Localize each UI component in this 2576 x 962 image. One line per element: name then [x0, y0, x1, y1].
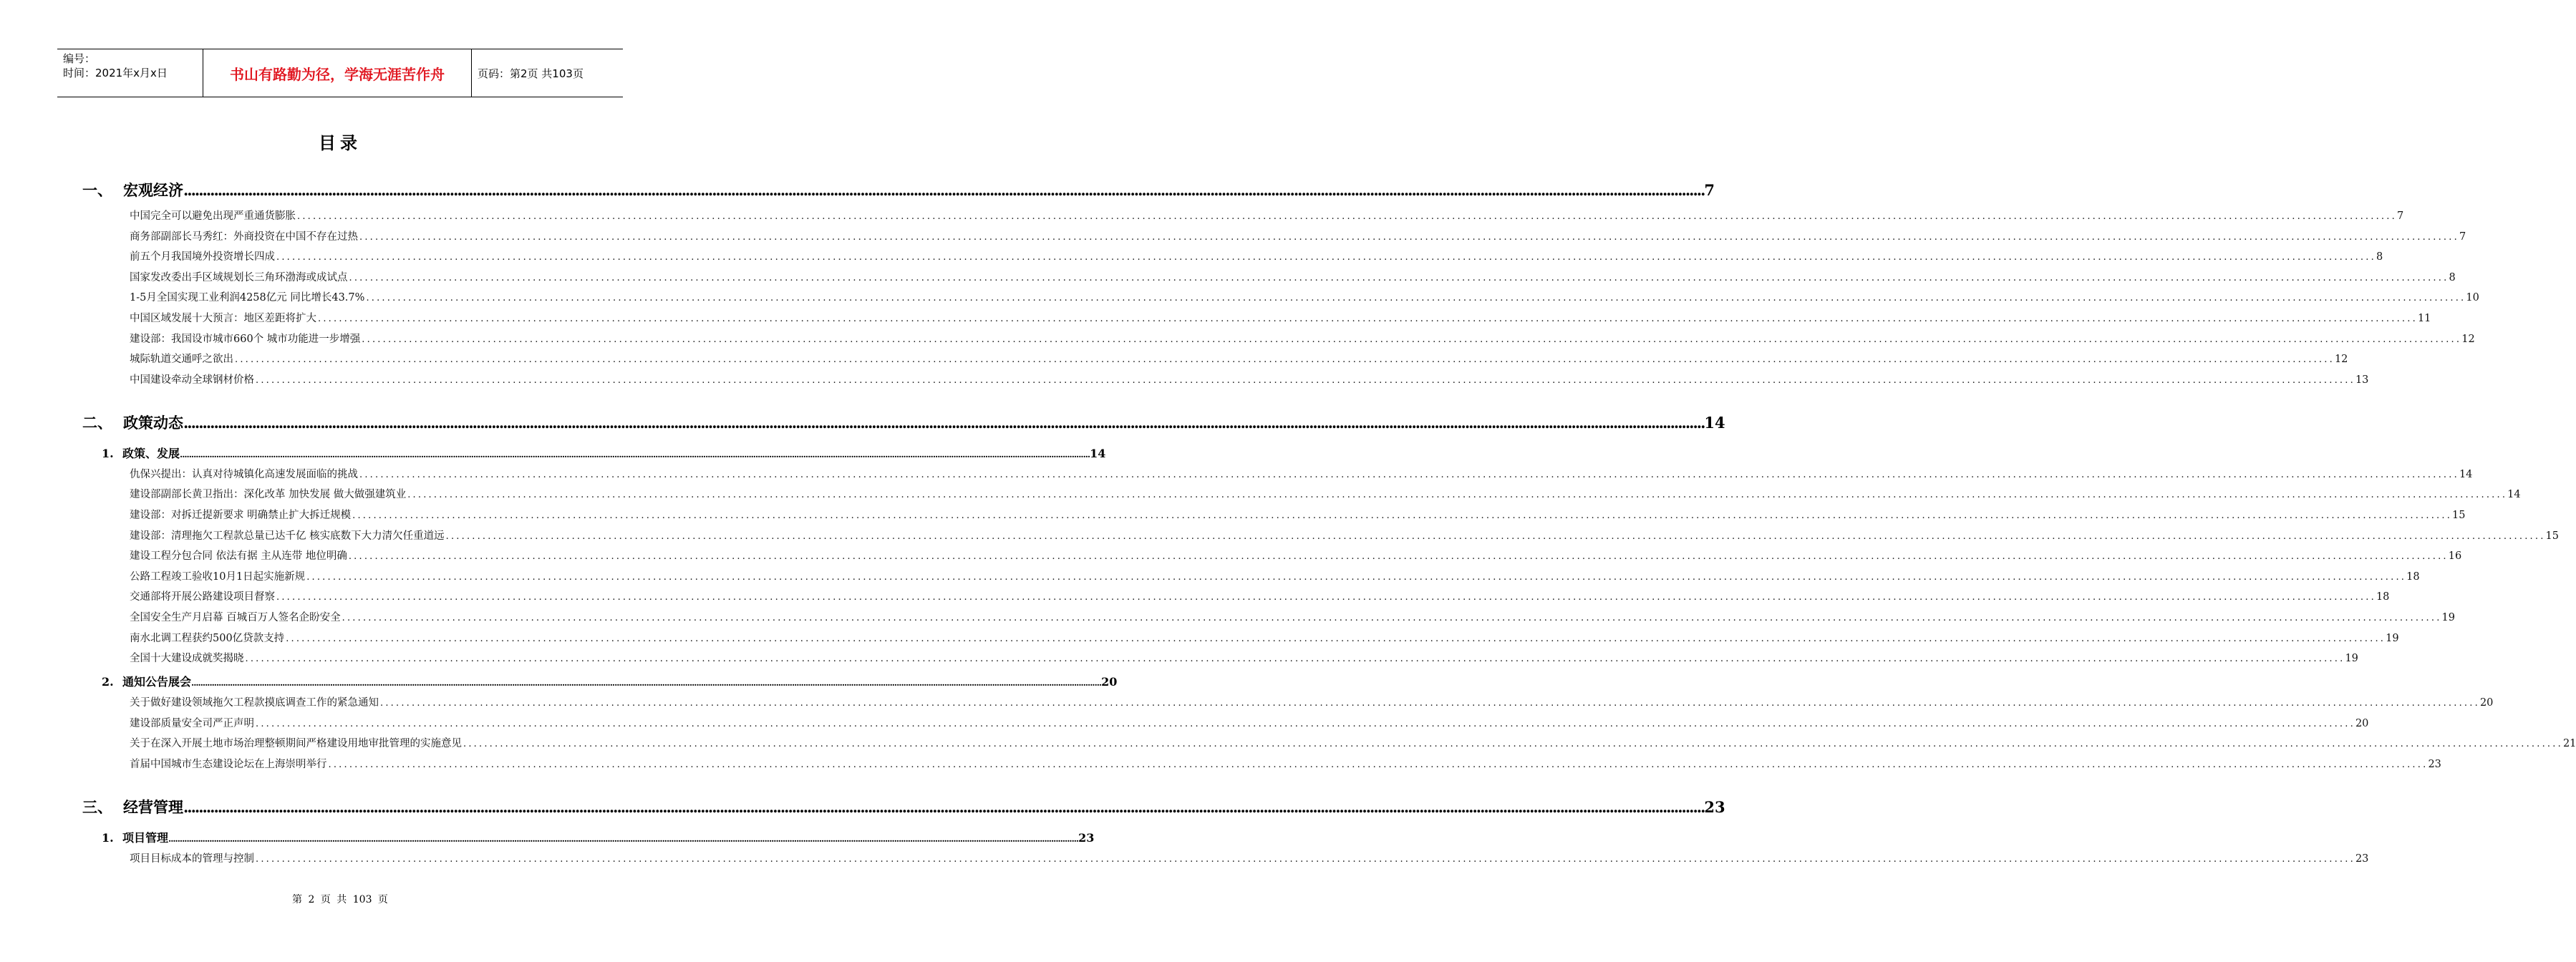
toc-entry-level2[interactable]	[102, 829, 1095, 846]
toc-entry-level3[interactable]	[130, 248, 2383, 264]
toc-entry-title: 全国安全生产月启幕 百城百万人签名企盼安全	[130, 612, 341, 623]
toc-leader-dots: ................................................................................................................................................................................................................................................................................................................................................................................................................	[297, 211, 2397, 222]
toc-entry-title: 通知公告展会	[122, 675, 192, 689]
toc-entry-title: 仇保兴提出：认真对待城镇化高速发展面临的挑战	[130, 468, 358, 480]
toc-title: 目录	[319, 133, 362, 153]
toc-entry-title: 交通部将开展公路建设项目督察	[130, 591, 275, 603]
toc-entry-title: 关于做好建设领域拖欠工程款摸底调查工作的紧急通知	[130, 697, 379, 709]
toc-entry-title: 商务部副部长马秀红：外商投资在中国不存在过热	[130, 230, 358, 243]
toc-entry-page: 13	[2355, 374, 2369, 386]
toc-entry-level3[interactable]	[130, 507, 2466, 523]
toc-leader-dots: ................................................................................................................................................................................................................................................................................................................................................................................................................	[348, 551, 2449, 563]
toc-entry-title: 关于在深入开展土地市场治理整顿期间严格建设用地审批管理的实施意见	[130, 738, 462, 750]
toc-entry-page: 14	[2459, 468, 2473, 480]
toc-entry-page: 14	[1090, 446, 1106, 460]
toc-leader-dots: ................................................................................................................................................................................................................................................................................................................................................................................................................	[463, 739, 2563, 750]
toc-entry-number: 2.	[102, 675, 114, 689]
toc-leader-dots: ................................................................................................................................................................................................................................................................................................................................................................................................................	[256, 718, 2355, 729]
toc-leader-dots: ................................................................................................................................................................................................................................................................................................................................................................................................................	[235, 354, 2335, 366]
toc-entry-level3[interactable]	[130, 609, 2455, 625]
toc-entry-page: 23	[2428, 759, 2441, 770]
header-meta	[57, 49, 203, 97]
toc-leader-dots: ................................................................................................................................................................................................................................................................................................................................................................................................................	[349, 272, 2449, 283]
toc-entry-title: 建设部：清理拖欠工程款总量已达千亿 核实底数下大力清欠任重道远	[130, 530, 445, 542]
toc-entry-page: 7	[2396, 210, 2404, 222]
toc-entry-title: 宏观经济	[123, 181, 183, 199]
page-header	[57, 49, 623, 97]
page-footer: 第 2 页 共 103 页	[292, 894, 388, 905]
toc-entry-title: 1-5月全国实现工业利润4258亿元 同比增长43.7%	[130, 292, 365, 304]
toc-entry-page: 18	[2376, 591, 2390, 603]
toc-entry-page: 19	[2345, 653, 2358, 665]
toc-entry-page: 12	[2461, 333, 2475, 345]
toc-leader-dots: ................................................................................................................................................................................................................................................................................................................................................................................................................	[342, 613, 2442, 623]
toc-leader-dots: ................................................................................................................................................................................................................................................................................................................................................................................................................	[183, 413, 1705, 432]
toc-leader-dots: ................................................................................................................................................................................................................................................................................................................................................................................................................	[168, 834, 1079, 844]
toc-entry-page: 8	[2449, 271, 2456, 283]
header-page-number: 页码：第2页 共103页	[478, 67, 584, 80]
toc-entry-level3[interactable]	[130, 466, 2473, 482]
toc-leader-dots: ................................................................................................................................................................................................................................................................................................................................................................................................................	[245, 654, 2345, 665]
toc-entry-level1[interactable]	[82, 412, 1725, 433]
toc-entry-level3[interactable]	[130, 850, 2369, 866]
toc-entry-page: 15	[2452, 510, 2466, 521]
toc-entry-level3[interactable]	[130, 735, 2576, 751]
toc-leader-dots: ................................................................................................................................................................................................................................................................................................................................................................................................................	[407, 490, 2508, 501]
toc-entry-title: 建设工程分包合同 依法有据 主从连带 地位明确	[130, 550, 347, 563]
toc-entry-title: 建设部：对拆迁提新要求 明确禁止扩大拆迁规模	[130, 510, 352, 521]
toc-entry-level3[interactable]	[130, 371, 2369, 387]
toc-leader-dots: ................................................................................................................................................................................................................................................................................................................................................................................................................	[256, 854, 2355, 865]
toc-entry-number: 二、	[82, 413, 112, 432]
toc-entry-level3[interactable]	[130, 548, 2462, 563]
toc-entry-level2[interactable]	[102, 444, 1106, 462]
toc-entry-page: 20	[1101, 675, 1118, 689]
toc-entry-title: 公路工程竣工验收10月1日起实施新规	[130, 570, 306, 583]
toc-leader-dots: ................................................................................................................................................................................................................................................................................................................................................................................................................	[276, 252, 2376, 263]
toc-entry-level3[interactable]	[130, 528, 2559, 543]
toc-leader-dots: ................................................................................................................................................................................................................................................................................................................................................................................................................	[380, 698, 2480, 709]
toc-entry-title: 项目管理	[122, 831, 169, 845]
toc-entry-page: 11	[2417, 313, 2431, 324]
toc-entry-page: 16	[2448, 550, 2462, 563]
toc-entry-page: 19	[2386, 632, 2399, 644]
toc-entry-number: 一、	[82, 181, 112, 199]
toc-entry-level3[interactable]	[130, 715, 2369, 731]
toc-leader-dots: ................................................................................................................................................................................................................................................................................................................................................................................................................	[362, 334, 2462, 345]
toc-entry-title: 南水北调工程获约500亿贷款支持	[130, 632, 285, 644]
toc-entry-page: 8	[2376, 251, 2383, 263]
toc-leader-dots: ................................................................................................................................................................................................................................................................................................................................................................................................................	[183, 181, 1705, 199]
toc-entry-page: 19	[2441, 612, 2455, 623]
toc-entry-level3[interactable]	[130, 351, 2348, 366]
toc-entry-page: 14	[2507, 489, 2521, 501]
toc-entry-page: 15	[2545, 530, 2559, 542]
toc-entry-page: 20	[2355, 717, 2369, 729]
toc-leader-dots: ................................................................................................................................................................................................................................................................................................................................................................................................................	[256, 374, 2355, 386]
toc-leader-dots: ................................................................................................................................................................................................................................................................................................................................................................................................................	[191, 678, 1102, 689]
toc-leader-dots: ................................................................................................................................................................................................................................................................................................................................................................................................................	[286, 633, 2386, 644]
toc-entry-number: 三、	[82, 798, 112, 816]
toc-entry-page: 12	[2334, 354, 2348, 366]
toc-entry-level3[interactable]	[130, 310, 2431, 326]
toc-entry-title: 国家发改委出手区域规划长三角环渤海或成试点	[130, 271, 348, 283]
toc-entry-level3[interactable]	[130, 568, 2420, 584]
toc-entry-level1[interactable]	[82, 796, 1725, 817]
toc-entry-page: 7	[2459, 230, 2466, 243]
toc-entry-number: 1.	[102, 446, 114, 460]
toc-entry-page: 21	[2562, 738, 2576, 750]
toc-entry-title: 前五个月我国境外投资增长四成	[130, 251, 275, 263]
toc-leader-dots: ................................................................................................................................................................................................................................................................................................................................................................................................................	[445, 530, 2546, 542]
toc-entry-level3[interactable]	[130, 650, 2358, 666]
toc-entry-level3[interactable]	[130, 694, 2494, 710]
toc-entry-level3[interactable]	[130, 756, 2441, 772]
toc-entry-page: 14	[1704, 413, 1725, 432]
toc-entry-title: 城际轨道交通呼之欲出	[130, 354, 233, 366]
toc-leader-dots: ................................................................................................................................................................................................................................................................................................................................................................................................................	[183, 798, 1705, 816]
toc-entry-level3[interactable]	[130, 208, 2404, 223]
toc-entry-level3[interactable]	[130, 269, 2456, 285]
toc-entry-level3[interactable]	[130, 228, 2466, 244]
toc-entry-title: 经营管理	[123, 798, 183, 816]
toc-entry-level3[interactable]	[130, 486, 2521, 502]
toc-entry-title: 中国完全可以避免出现严重通货膨胀	[130, 210, 296, 222]
toc-entry-level2[interactable]	[102, 673, 1118, 690]
toc-entry-level3[interactable]	[130, 588, 2390, 604]
toc-entry-level3[interactable]	[130, 331, 2475, 346]
header-motto: 书山有路勤为径，学海无涯苦作舟	[203, 49, 472, 97]
toc-entry-page: 23	[1078, 831, 1095, 845]
toc-entry-level3[interactable]	[130, 289, 2479, 305]
toc-entry-title: 政策、发展	[122, 446, 180, 460]
toc-leader-dots: ................................................................................................................................................................................................................................................................................................................................................................................................................	[276, 592, 2376, 603]
toc-entry-title: 建设部副部长黄卫指出：深化改革 加快发展 做大做强建筑业	[130, 489, 407, 501]
toc-entry-level1[interactable]	[82, 179, 1715, 200]
toc-entry-level3[interactable]	[130, 630, 2399, 646]
toc-entry-page: 20	[2479, 697, 2494, 709]
toc-entry-title: 建设部：我国设市城市660个 城市功能进一步增强	[130, 333, 361, 345]
toc-leader-dots: ................................................................................................................................................................................................................................................................................................................................................................................................................	[352, 510, 2453, 521]
toc-entry-title: 中国区域发展十大预言：地区差距将扩大	[130, 313, 316, 324]
toc-entry-page: 18	[2406, 570, 2420, 583]
document-date: 时间：2021年x月x日	[63, 67, 168, 79]
toc-leader-dots: ................................................................................................................................................................................................................................................................................................................................................................................................................	[306, 571, 2407, 583]
toc-leader-dots: ................................................................................................................................................................................................................................................................................................................................................................................................................	[328, 759, 2429, 770]
toc-entry-title: 政策动态	[123, 413, 183, 432]
toc-entry-title: 首届中国城市生态建设论坛在上海崇明举行	[130, 759, 327, 770]
document-number-label: 编号：	[63, 52, 96, 65]
toc-leader-dots: ................................................................................................................................................................................................................................................................................................................................................................................................................	[318, 314, 2418, 324]
toc-entry-title: 全国十大建设成就奖揭晓	[130, 653, 244, 665]
toc-leader-dots: ................................................................................................................................................................................................................................................................................................................................................................................................................	[359, 469, 2459, 480]
toc-entry-page: 10	[2466, 292, 2479, 304]
toc-entry-title: 建设部质量安全司严正声明	[130, 717, 254, 729]
toc-entry-title: 项目目标成本的管理与控制	[130, 853, 254, 865]
toc-entry-title: 中国建设牵动全球钢材价格	[130, 374, 254, 386]
toc-leader-dots: ................................................................................................................................................................................................................................................................................................................................................................................................................	[180, 449, 1090, 460]
toc-entry-page: 23	[2355, 853, 2369, 865]
toc-entry-page: 7	[1704, 181, 1715, 199]
toc-leader-dots: ................................................................................................................................................................................................................................................................................................................................................................................................................	[366, 293, 2466, 304]
toc-entry-number: 1.	[102, 831, 114, 845]
toc-leader-dots: ................................................................................................................................................................................................................................................................................................................................................................................................................	[359, 231, 2459, 243]
toc-entry-page: 23	[1704, 798, 1725, 816]
